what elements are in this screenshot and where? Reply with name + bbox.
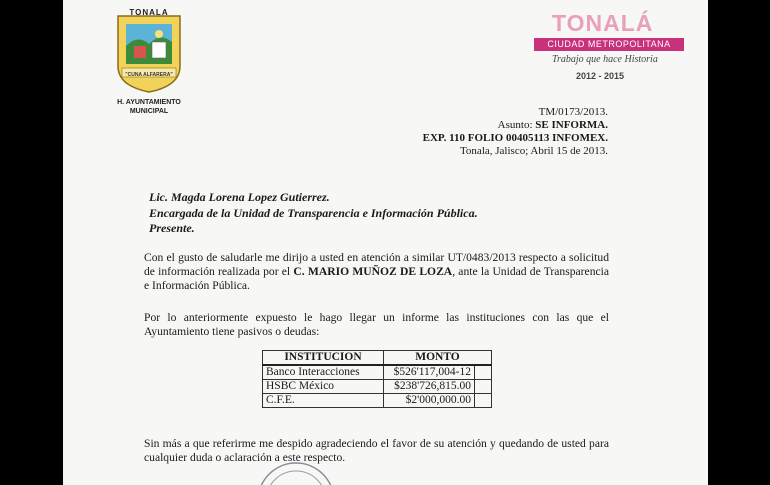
header-amount: MONTO	[384, 351, 492, 366]
paragraph-report: Por lo anteriormente expuesto le hago llegar un informe las instituciones con las que el Ayuntamiento tiene pasivos o deudas:	[144, 311, 609, 338]
issuer-label	[95, 98, 203, 116]
place-date: Tonala, Jalisco; Abril 15 de 2013.	[459, 145, 608, 157]
reference-block	[423, 106, 608, 158]
brand-city: CIUDAD METROPOLITANA	[547, 39, 671, 49]
subject-value: SE INFORMA.	[535, 119, 608, 131]
official-stamp-icon	[246, 461, 346, 485]
issuer-line-2: MUNICIPAL	[129, 108, 169, 115]
amount-cell: $526'117,004-12	[384, 365, 475, 380]
subject-line	[423, 119, 608, 132]
reference-number: TM/0173/2013.	[538, 106, 608, 118]
table-row	[263, 365, 492, 380]
brand-years: 2012 - 2015	[576, 71, 625, 81]
letter-page	[63, 0, 708, 485]
seal-name: TONALA	[129, 8, 169, 17]
table-spacer-cell	[475, 380, 492, 394]
paragraph-closing: Sin más a que referirme me despido agradeciendo el favor de su atención y quedando de usted para cualquier duda o aclaración a este respecto.	[144, 437, 609, 464]
table-row	[263, 394, 492, 408]
requester-name: C. MARIO MUÑOZ DE LOZA	[293, 265, 453, 278]
table-spacer-cell	[475, 394, 492, 408]
amount-cell: $238'726,815.00	[384, 380, 475, 394]
institution-cell: Banco Interacciones	[263, 365, 384, 380]
coat-of-arms-icon	[114, 6, 184, 94]
institution-cell: C.F.E.	[263, 394, 384, 408]
addressee-name: Lic. Magda Lorena Lopez Gutierrez.	[149, 190, 330, 204]
table-spacer-cell	[475, 365, 492, 380]
table-header-row	[263, 351, 492, 366]
municipal-seal-logo	[114, 6, 184, 94]
institution-cell: HSBC México	[263, 380, 384, 394]
intro-text-1: Con el gusto de saludarle me dirijo a usted en atención a similar UT/0483/2013 respecto a solicitud de información realizada por el	[144, 251, 609, 278]
addressee-greeting: Presente.	[149, 221, 195, 235]
brand-slogan: Trabajo que hace Historia	[552, 54, 658, 65]
seal-motto: "CUNA ALFARERA"	[125, 72, 173, 78]
brand-name: TONALÁ	[552, 10, 654, 36]
paragraph-intro	[144, 251, 609, 293]
subject-label: Asunto:	[497, 119, 533, 131]
intro-text-2: , ante la Unidad de Transparencia e Información Pública.	[144, 265, 610, 292]
debts-table	[262, 350, 492, 408]
header-institution: INSTITUCION	[263, 351, 384, 366]
amount-cell: $2'000,000.00	[384, 394, 475, 408]
city-brand-logo	[530, 10, 685, 85]
addressee-block	[149, 190, 478, 237]
issuer-line-1: H. AYUNTAMIENTO	[117, 99, 181, 106]
addressee-role: Encargada de la Unidad de Transparencia e Información Pública.	[149, 205, 478, 220]
table-row	[263, 380, 492, 394]
expedient-number: EXP. 110 FOLIO 00405113 INFOMEX.	[422, 132, 608, 144]
